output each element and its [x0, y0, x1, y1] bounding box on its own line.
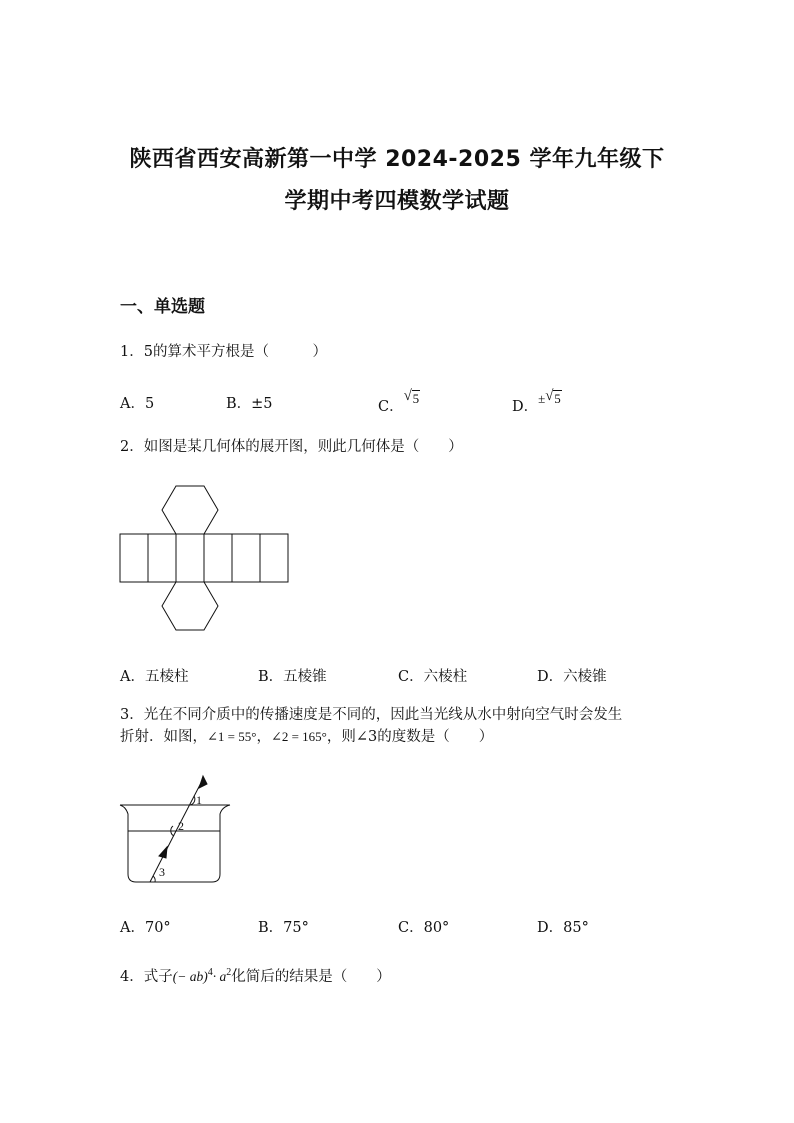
exam-title-line2: 学期中考四模数学试题	[284, 189, 510, 214]
exam-title-line1: 陕西省西安高新第一中学 2024-2025 学年九年级下	[129, 147, 665, 172]
q3-angle1-expr: ∠1 = 55°	[207, 729, 257, 744]
question-3-stem-line1: 3．光在不同介质中的传播速度是不同的，因此当光线从水中射向空气时会发生	[120, 707, 623, 723]
question-1-stem: 1．5的算术平方根是（ ）	[120, 344, 327, 360]
refraction-beaker-figure	[118, 774, 234, 886]
q3-option-c: C．80°	[398, 920, 450, 936]
figure-angle-label-3: 3	[159, 865, 165, 879]
q1-option-d-label: D．	[512, 399, 539, 415]
hexagonal-prism-net-figure	[118, 484, 292, 636]
q1-option-c	[378, 388, 420, 416]
q4-expression-factor: · a	[212, 968, 227, 984]
q2-option-a: A．五棱柱	[120, 669, 189, 685]
q4-expression-exponent: 4	[207, 967, 213, 978]
q3-option-a: A．70°	[120, 920, 171, 936]
q2-option-b: B．五棱锥	[258, 669, 327, 685]
section-heading: 一、单选题	[120, 297, 205, 317]
q4-stem-text-b: 化简后的结果是（ ）	[231, 968, 391, 985]
question-3-stem-line2	[120, 726, 493, 748]
q4-expression-base: (− ab)	[172, 968, 208, 984]
q1-option-a: A．5	[120, 396, 155, 412]
question-2-stem: 2．如图是某几何体的展开图，则此几何体是（ ）	[120, 439, 463, 455]
q3-option-d: D．85°	[537, 920, 589, 936]
q3-angle2-expr: ∠2 = 165°	[270, 729, 327, 744]
q2-option-d: D．六棱锥	[537, 669, 607, 685]
q3-stem-text-a: 折射．如图，	[120, 729, 207, 745]
sqrt-symbol: √ 5	[403, 388, 420, 406]
q4-stem-text-a: 4．式子	[120, 968, 173, 985]
figure-angle-label-2: 2	[178, 819, 184, 833]
q1-option-d	[512, 388, 562, 416]
q3-stem-sep: ，	[256, 729, 271, 745]
sqrt-symbol: √ 5	[545, 388, 561, 406]
q2-option-c: C．六棱柱	[398, 669, 468, 685]
q3-option-b: B．75°	[258, 920, 309, 936]
q1-option-c-radicand: 5	[412, 391, 420, 406]
question-4-stem	[120, 962, 391, 988]
q1-option-d-radicand: 5	[554, 391, 561, 406]
figure-angle-label-1: 1	[196, 793, 202, 807]
q1-option-b: B．±5	[226, 396, 273, 412]
q1-option-d-sign: ±	[538, 391, 546, 406]
q1-option-c-label: C．	[378, 399, 404, 415]
q3-stem-text-b: ，则∠3的度数是（ ）	[326, 729, 494, 745]
q4-expression-exponent2: 2	[226, 967, 232, 978]
